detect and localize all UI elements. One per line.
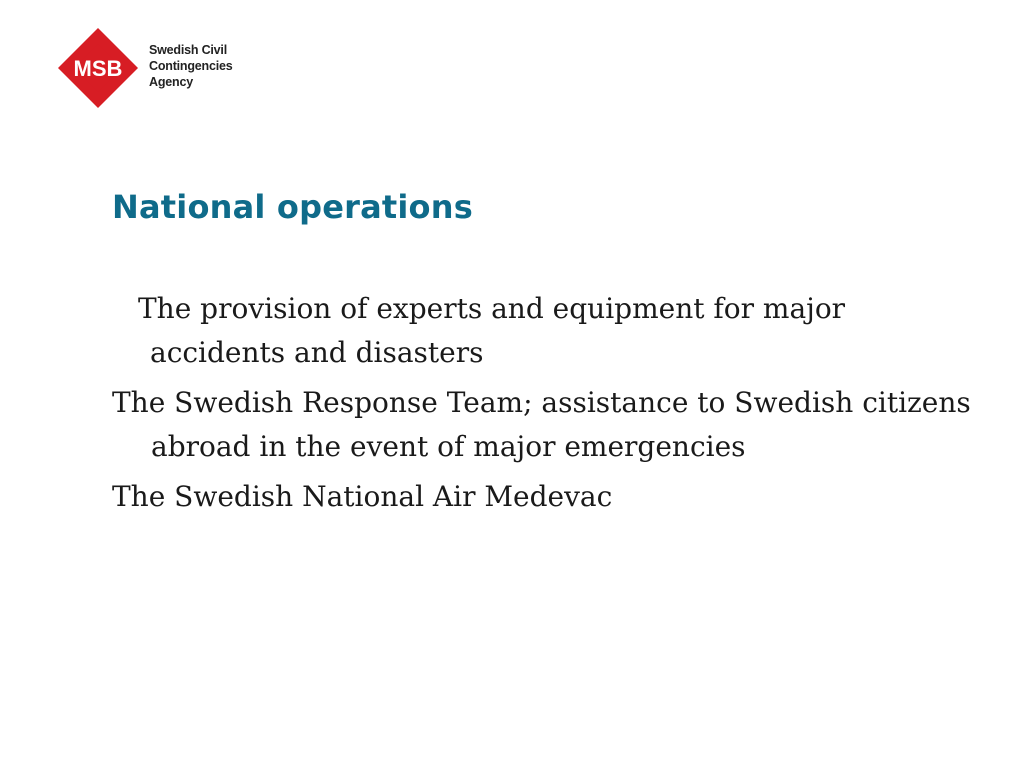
msb-logo-letters: MSB	[73, 56, 123, 81]
logo-line-1: Swedish Civil	[149, 43, 227, 57]
msb-logo	[56, 24, 246, 108]
logo-wordmark	[149, 42, 233, 90]
bullet-item: The provision of experts and equipment for major accidents and disasters	[138, 292, 846, 369]
bullet-item: The Swedish Response Team; assistance to Swedish citizens abroad in the event of major emergencies	[112, 386, 971, 463]
logo-line-3: Agency	[149, 75, 193, 89]
msb-logo-mark	[56, 26, 140, 110]
slide-title: National operations	[112, 188, 473, 226]
slide-body	[112, 287, 982, 525]
bullet-item: The Swedish National Air Medevac	[112, 480, 613, 513]
logo-line-2: Contingencies	[149, 59, 233, 73]
